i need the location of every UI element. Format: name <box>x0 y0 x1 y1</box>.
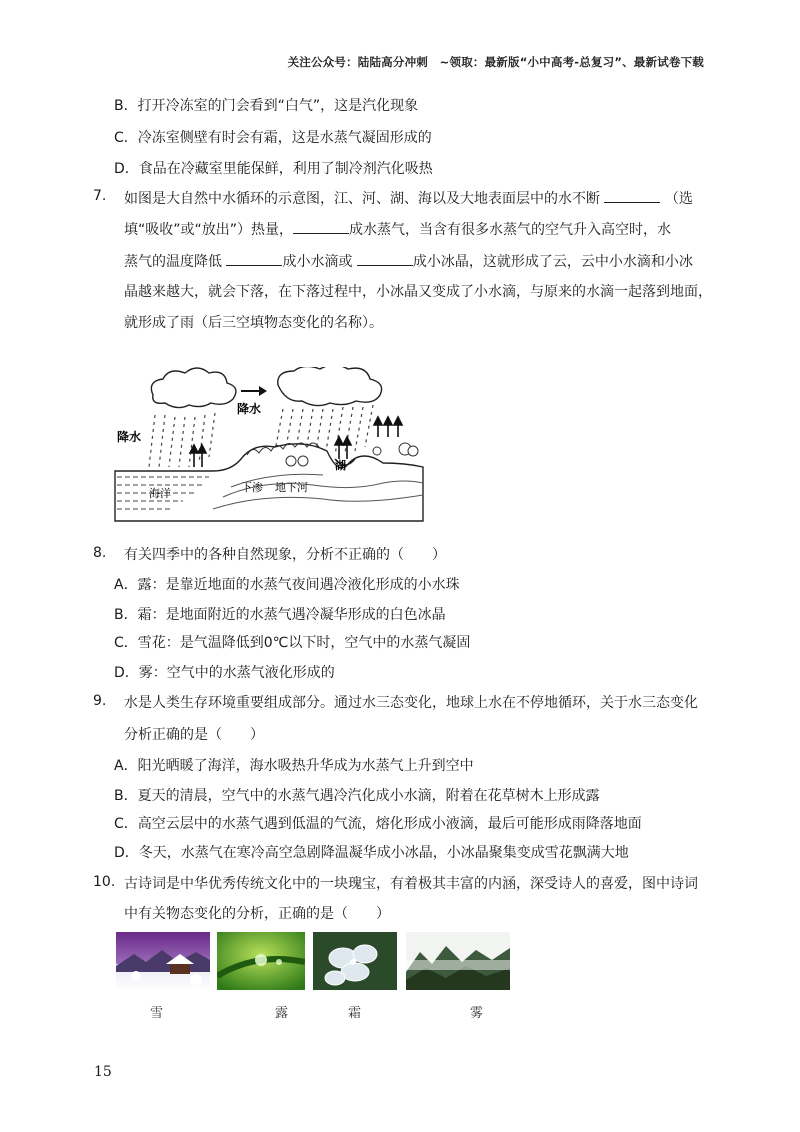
page-header: 关注公众号：陆陆高分冲刺 ~领取：最新版“小中高考-总复习”、最新试卷下载 <box>287 55 704 69</box>
q7-text: 蒸气的温度降低 <box>124 254 222 270</box>
cloud-right-icon <box>278 367 382 406</box>
q7-line-2 <box>124 219 671 240</box>
q7-text: （选 <box>664 191 693 207</box>
fog-photo <box>406 932 510 990</box>
answer-blank <box>357 251 413 266</box>
q8-option-b: B．霜：是地面附近的水蒸气遇冷凝华形成的白色冰晶 <box>114 607 446 623</box>
answer-blank <box>226 251 282 266</box>
frost-photo <box>313 932 397 990</box>
label-rain-top: 降水 <box>237 402 262 416</box>
label-lake: 湖 <box>335 459 346 472</box>
q7-text: 成小水滴或 <box>282 254 353 270</box>
dew-photo <box>217 932 305 990</box>
q8-stem: 有关四季中的各种自然现象，分析不正确的（ ） <box>124 547 446 563</box>
q7-line-4: 晶越来越大，就会下落，在下落过程中，小冰晶又变成了小水滴，与原来的水滴一起落到地面， <box>124 284 712 300</box>
label-rain-left: 降水 <box>117 430 142 444</box>
q9-stem-line-2: 分析正确的是（ ） <box>124 727 264 743</box>
q6-option-d: D．食品在冷藏室里能保鲜，利用了制冷剂汽化吸热 <box>114 161 433 177</box>
q8-option-c: C．雪花：是气温降低到0℃以下时，空气中的水蒸气凝固 <box>114 635 471 651</box>
q10-stem-line-2: 中有关物态变化的分析，正确的是（ ） <box>124 906 390 922</box>
q7-text: 成小冰晶，这就形成了云，云中小水滴和小冰 <box>412 254 693 270</box>
answer-blank <box>604 188 660 203</box>
q9-option-a: A．阳光晒暖了海洋，海水吸热升华成为水蒸气上升到空中 <box>114 758 474 774</box>
page-number: 15 <box>94 1064 112 1080</box>
q10-number: 10. <box>93 874 116 890</box>
q7-line-3 <box>124 251 693 272</box>
caption-dew: 露 <box>275 1006 291 1021</box>
q9-stem-line-1: 水是人类生存环境重要组成部分。通过水三态变化，地球上水在不停地循环，关于水三态变化 <box>124 695 698 711</box>
q7-text: 成水蒸气，当含有很多水蒸气的空气升入高空时，水 <box>349 222 672 238</box>
q6-option-b: B．打开冷冻室的门会看到“白气”，这是汽化现象 <box>114 98 419 114</box>
caption-fog: 雾 <box>470 1006 486 1021</box>
q9-option-d: D．冬天，水蒸气在寒冷高空急剧降温凝华成小冰晶，小冰晶聚集变成雪花飘满大地 <box>114 845 629 861</box>
cloud-left-icon <box>151 368 236 408</box>
q7-line-5: 就形成了雨（后三空填物态变化的名称）。 <box>124 315 383 331</box>
snow-photo <box>116 932 210 990</box>
q6-option-c: C．冷冻室侧壁有时会有霜，这是水蒸气凝固形成的 <box>114 130 432 146</box>
q8-option-d: D．雾：空气中的水蒸气液化形成的 <box>114 665 335 681</box>
q7-text: 填“吸收”或“放出”）热量， <box>124 222 294 238</box>
rain-left-icon <box>149 413 215 467</box>
q8-option-a: A．露：是靠近地面的水蒸气夜间遇冷液化形成的小水珠 <box>114 577 460 593</box>
q9-option-b: B．夏天的清晨，空气中的水蒸气遇冷汽化成小水滴，附着在花草树木上形成露 <box>114 788 600 804</box>
q7-line-1 <box>124 188 693 209</box>
label-underground-river: 地下河 <box>275 481 308 494</box>
q8-number: 8. <box>93 545 107 561</box>
answer-blank <box>293 219 349 234</box>
label-seep: 下渗 <box>241 481 263 494</box>
q9-option-c: C．高空云层中的水蒸气遇到低温的气流，熔化形成小液滴，最后可能形成雨降落地面 <box>114 816 642 832</box>
q9-number: 9. <box>93 693 107 709</box>
q7-text: 如图是大自然中水循环的示意图，江、河、湖、海以及大地表面层中的水不断 <box>124 191 600 207</box>
q7-number: 7. <box>93 188 107 204</box>
caption-snow: 雪 <box>150 1006 166 1021</box>
water-cycle-diagram <box>113 367 425 525</box>
caption-frost: 霜 <box>348 1006 364 1021</box>
q10-stem-line-1: 古诗词是中华优秀传统文化中的一块瑰宝，有着极其丰富的内涵，深受诗人的喜爱，图中诗词 <box>124 876 698 892</box>
label-ocean: 海洋 <box>149 487 171 500</box>
